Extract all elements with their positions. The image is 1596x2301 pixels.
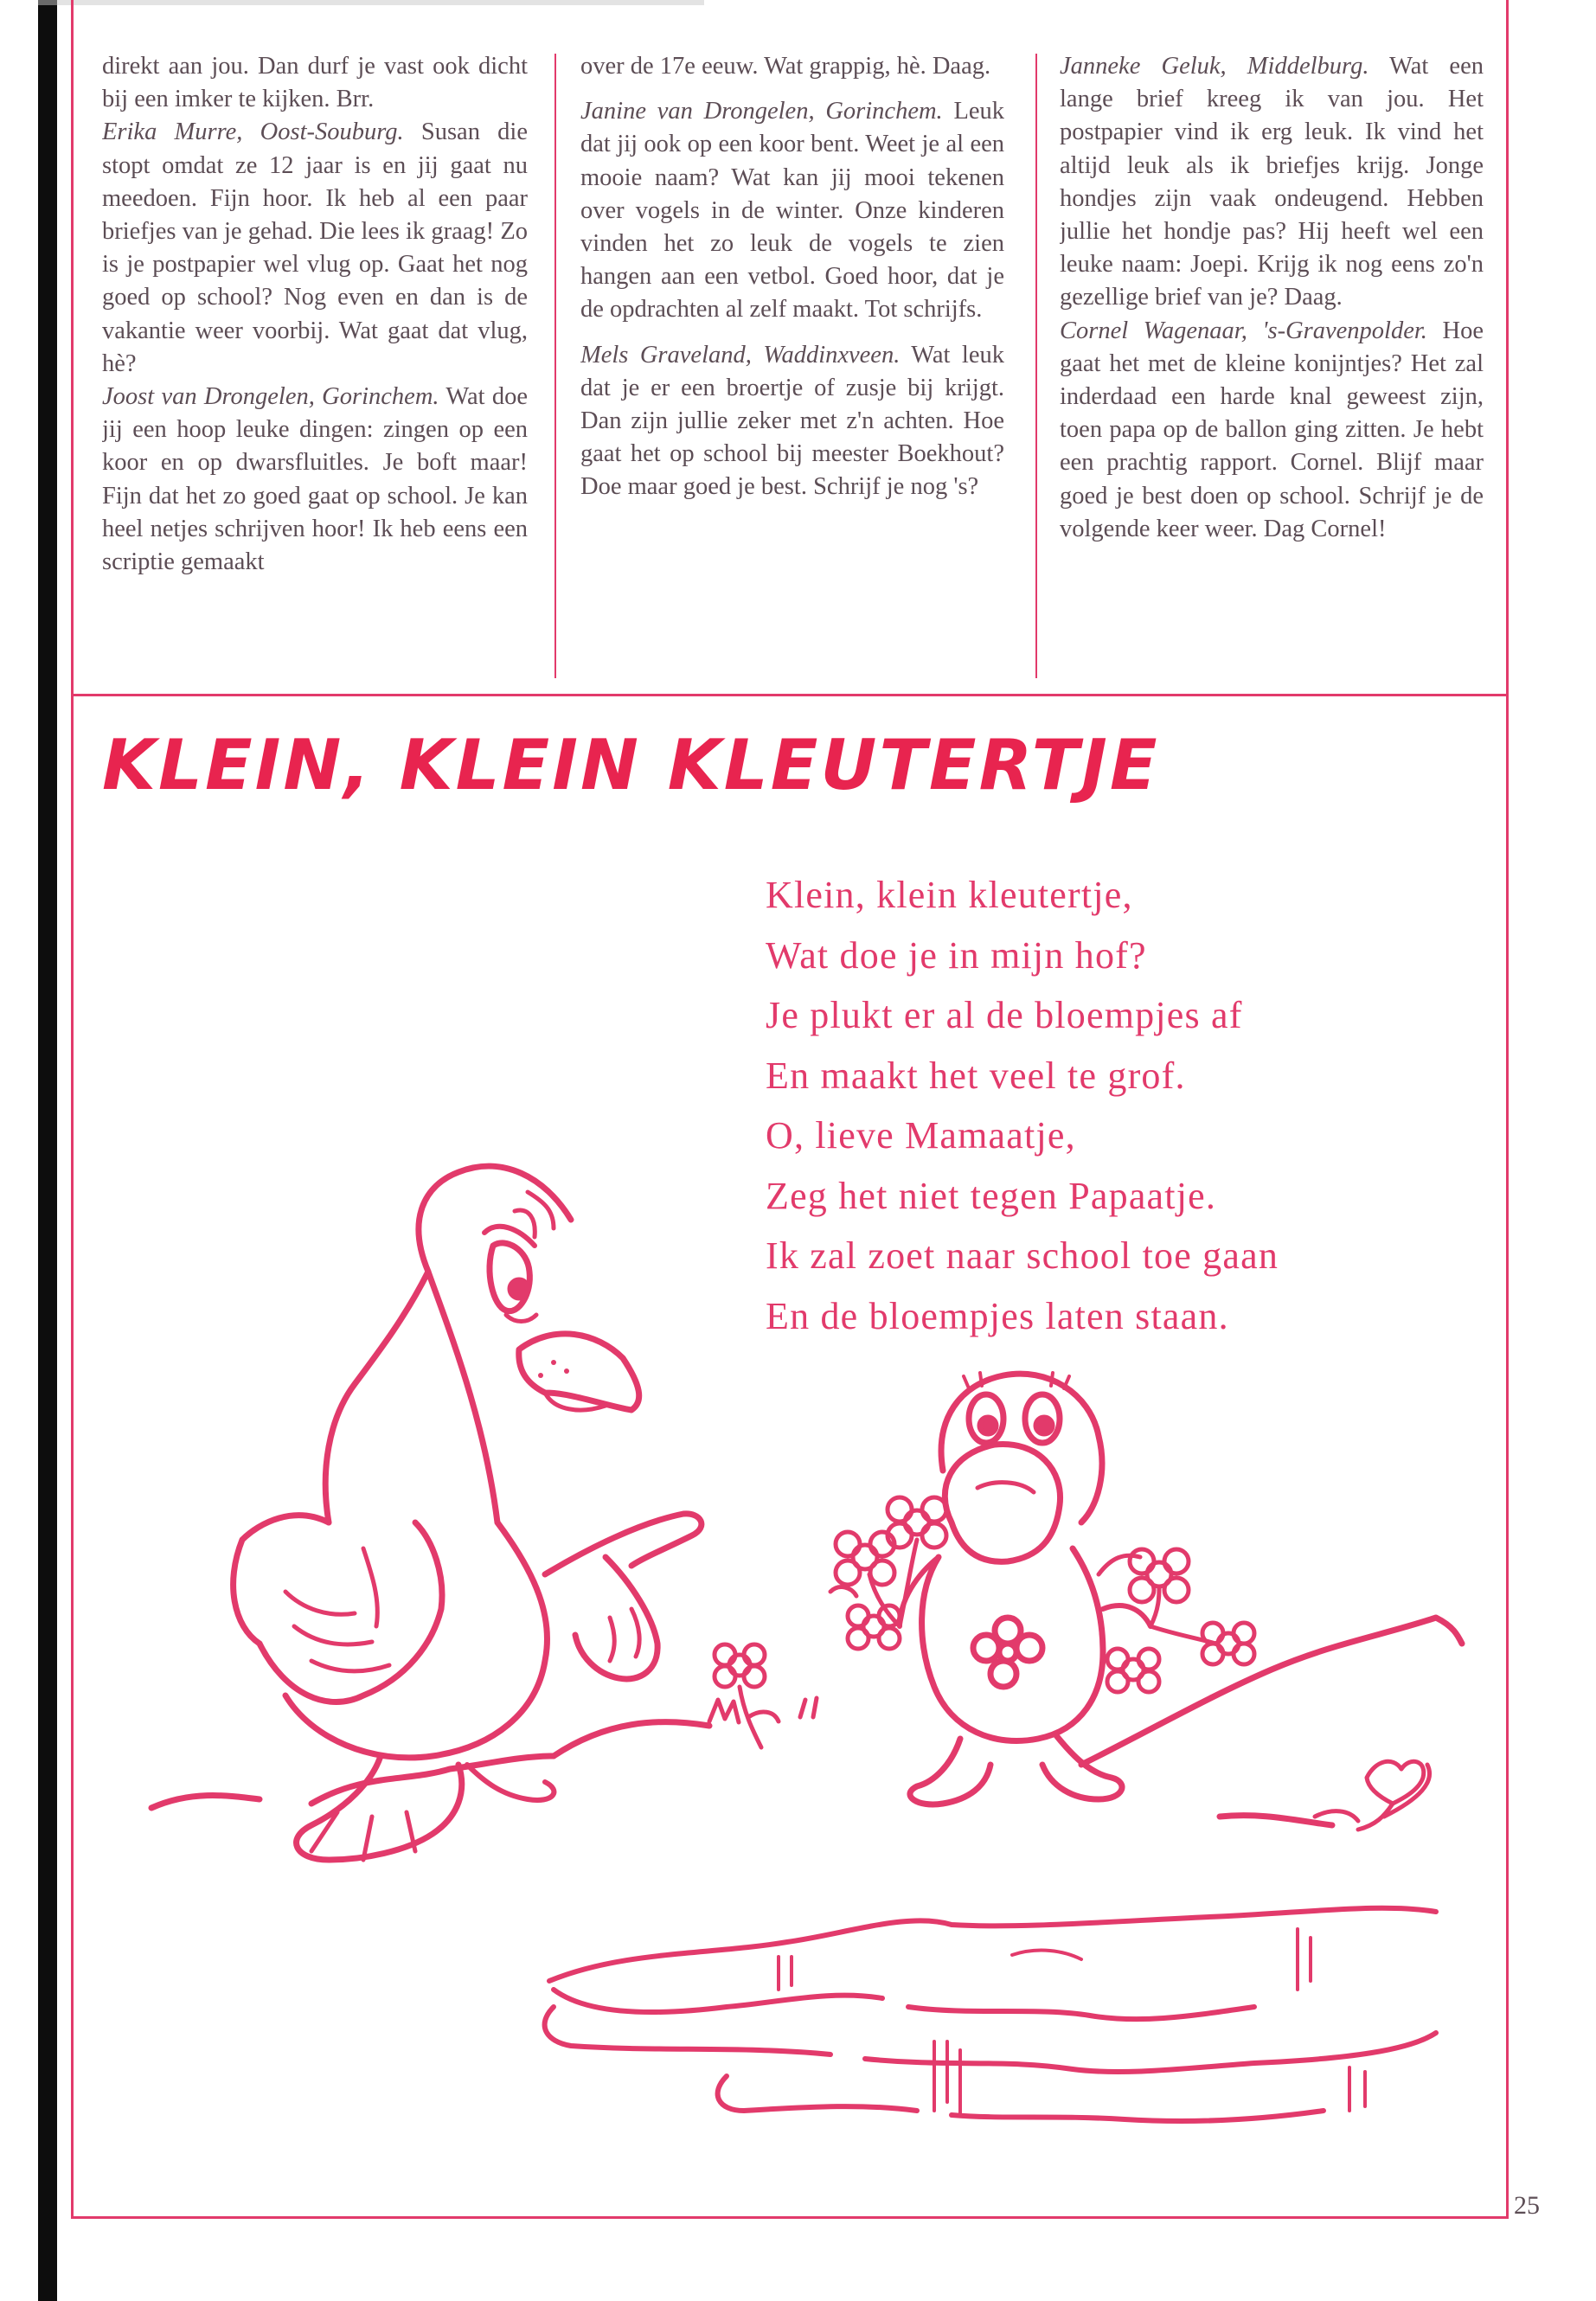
letter-text: direkt aan jou. Dan durf je vast ook dicht bij een imker te kijken. Brr.	[102, 53, 528, 113]
ground-lines	[151, 1618, 1462, 1825]
letter-author: Cornel Wagenaar, 's-Gravenpolder.	[1060, 317, 1427, 344]
letter-text: Hoe gaat het met de kleine konijntjes? Het zal inderdaad een harde knal geweest zijn, toen papa op de ballon ging zitten. Je hebt een prachtig rapport. Cornel. Blijf maar goed je best doen op school. Schrijf je de volgende keer weer. Dag Cornel!	[1060, 317, 1484, 542]
lyric-line: En maakt het veel te grof.	[766, 1054, 1186, 1097]
lyric-line: Ik zal zoet naar school toe gaan	[766, 1234, 1279, 1277]
letter-text: Leuk dat jij ook op een koor bent. Weet je al een mooie naam? Wat kan jij mooi tekenen over vogels in de winter. Onze kinderen vinden het zo leuk de vogels te zien hangen aan een vetbol. Goed hoor, dat je de opdrachten al zelf maakt. Tot schrijfs.	[580, 98, 1004, 324]
letter-author: Mels Graveland, Waddinxveen.	[580, 341, 901, 369]
letter-text: Susan die stopt omdat ze 12 jaar is en jij gaat nu meedoen. Fijn hoor. Ik heb al een paar briefjes van je gehad. Die lees ik graag! Zo is je postpapier wel vlug op. Gaat het nog goed op school? Nog even en dan is de vakantie weer voorbij. Wat gaat dat vlug, hè?	[102, 119, 528, 377]
letter-text: Wat een lange brief kreeg ik van jou. Het postpapier vind ik erg leuk. Ik vind het altijd leuk als ik briefjes krijg. Jonge hondjes zijn vaak ondeugend. Hebben jullie het hondje pas? Hij heeft wel een leuke naam: Joepi. Krijg ik nog eens zo'n gezellige brief van je? Daag.	[1060, 53, 1484, 311]
pond	[545, 1908, 1436, 2121]
lyric-line: Zeg het niet tegen Papaatje.	[766, 1174, 1217, 1217]
duckling	[830, 1373, 1254, 1804]
letter-author: Janneke Geluk, Middelburg.	[1060, 53, 1369, 80]
lyric-line: Je plukt er al de bloempjes af	[766, 994, 1243, 1036]
letter-author: Joost van Drongelen, Gorinchem.	[102, 383, 439, 411]
letter-author: Erika Murre, Oost-Souburg.	[102, 119, 404, 146]
lyric-line: O, lieve Mamaatje,	[766, 1114, 1076, 1157]
letter-text: Wat leuk dat je er een broertje of zusje bij krijgt. Dan zijn jullie zeker met z'n achten. Hoe gaat het op school bij meester Boekhout? Doe maar goed je best. Schrijf je nog 's?	[580, 341, 1004, 501]
letter-author: Janine van Drongelen, Gorinchem.	[580, 98, 943, 125]
lyric-line: Klein, klein kleutertje,	[766, 874, 1133, 916]
lyric-line: En de bloempjes laten staan.	[766, 1294, 1229, 1337]
song-title: KLEIN, KLEIN KLEUTERTJE	[102, 725, 1160, 805]
page-number: 25	[1514, 2191, 1540, 2220]
ground-flower	[1315, 1761, 1424, 1830]
ground-flower	[715, 1644, 779, 1747]
lyric-line: Wat doe je in mijn hof?	[766, 933, 1147, 977]
letter-text: Wat doe jij een hoop leuke dingen: zingen op een koor en op dwarsfluitles. Je boft maar! Fijn dat het zo goed gaat op school. Je kan heel netjes schrijven hoor! Ik heb eens een scriptie gemaakt	[102, 383, 528, 576]
letter-text: over de 17e eeuw. Wat grappig, hè. Daag.	[580, 53, 991, 80]
